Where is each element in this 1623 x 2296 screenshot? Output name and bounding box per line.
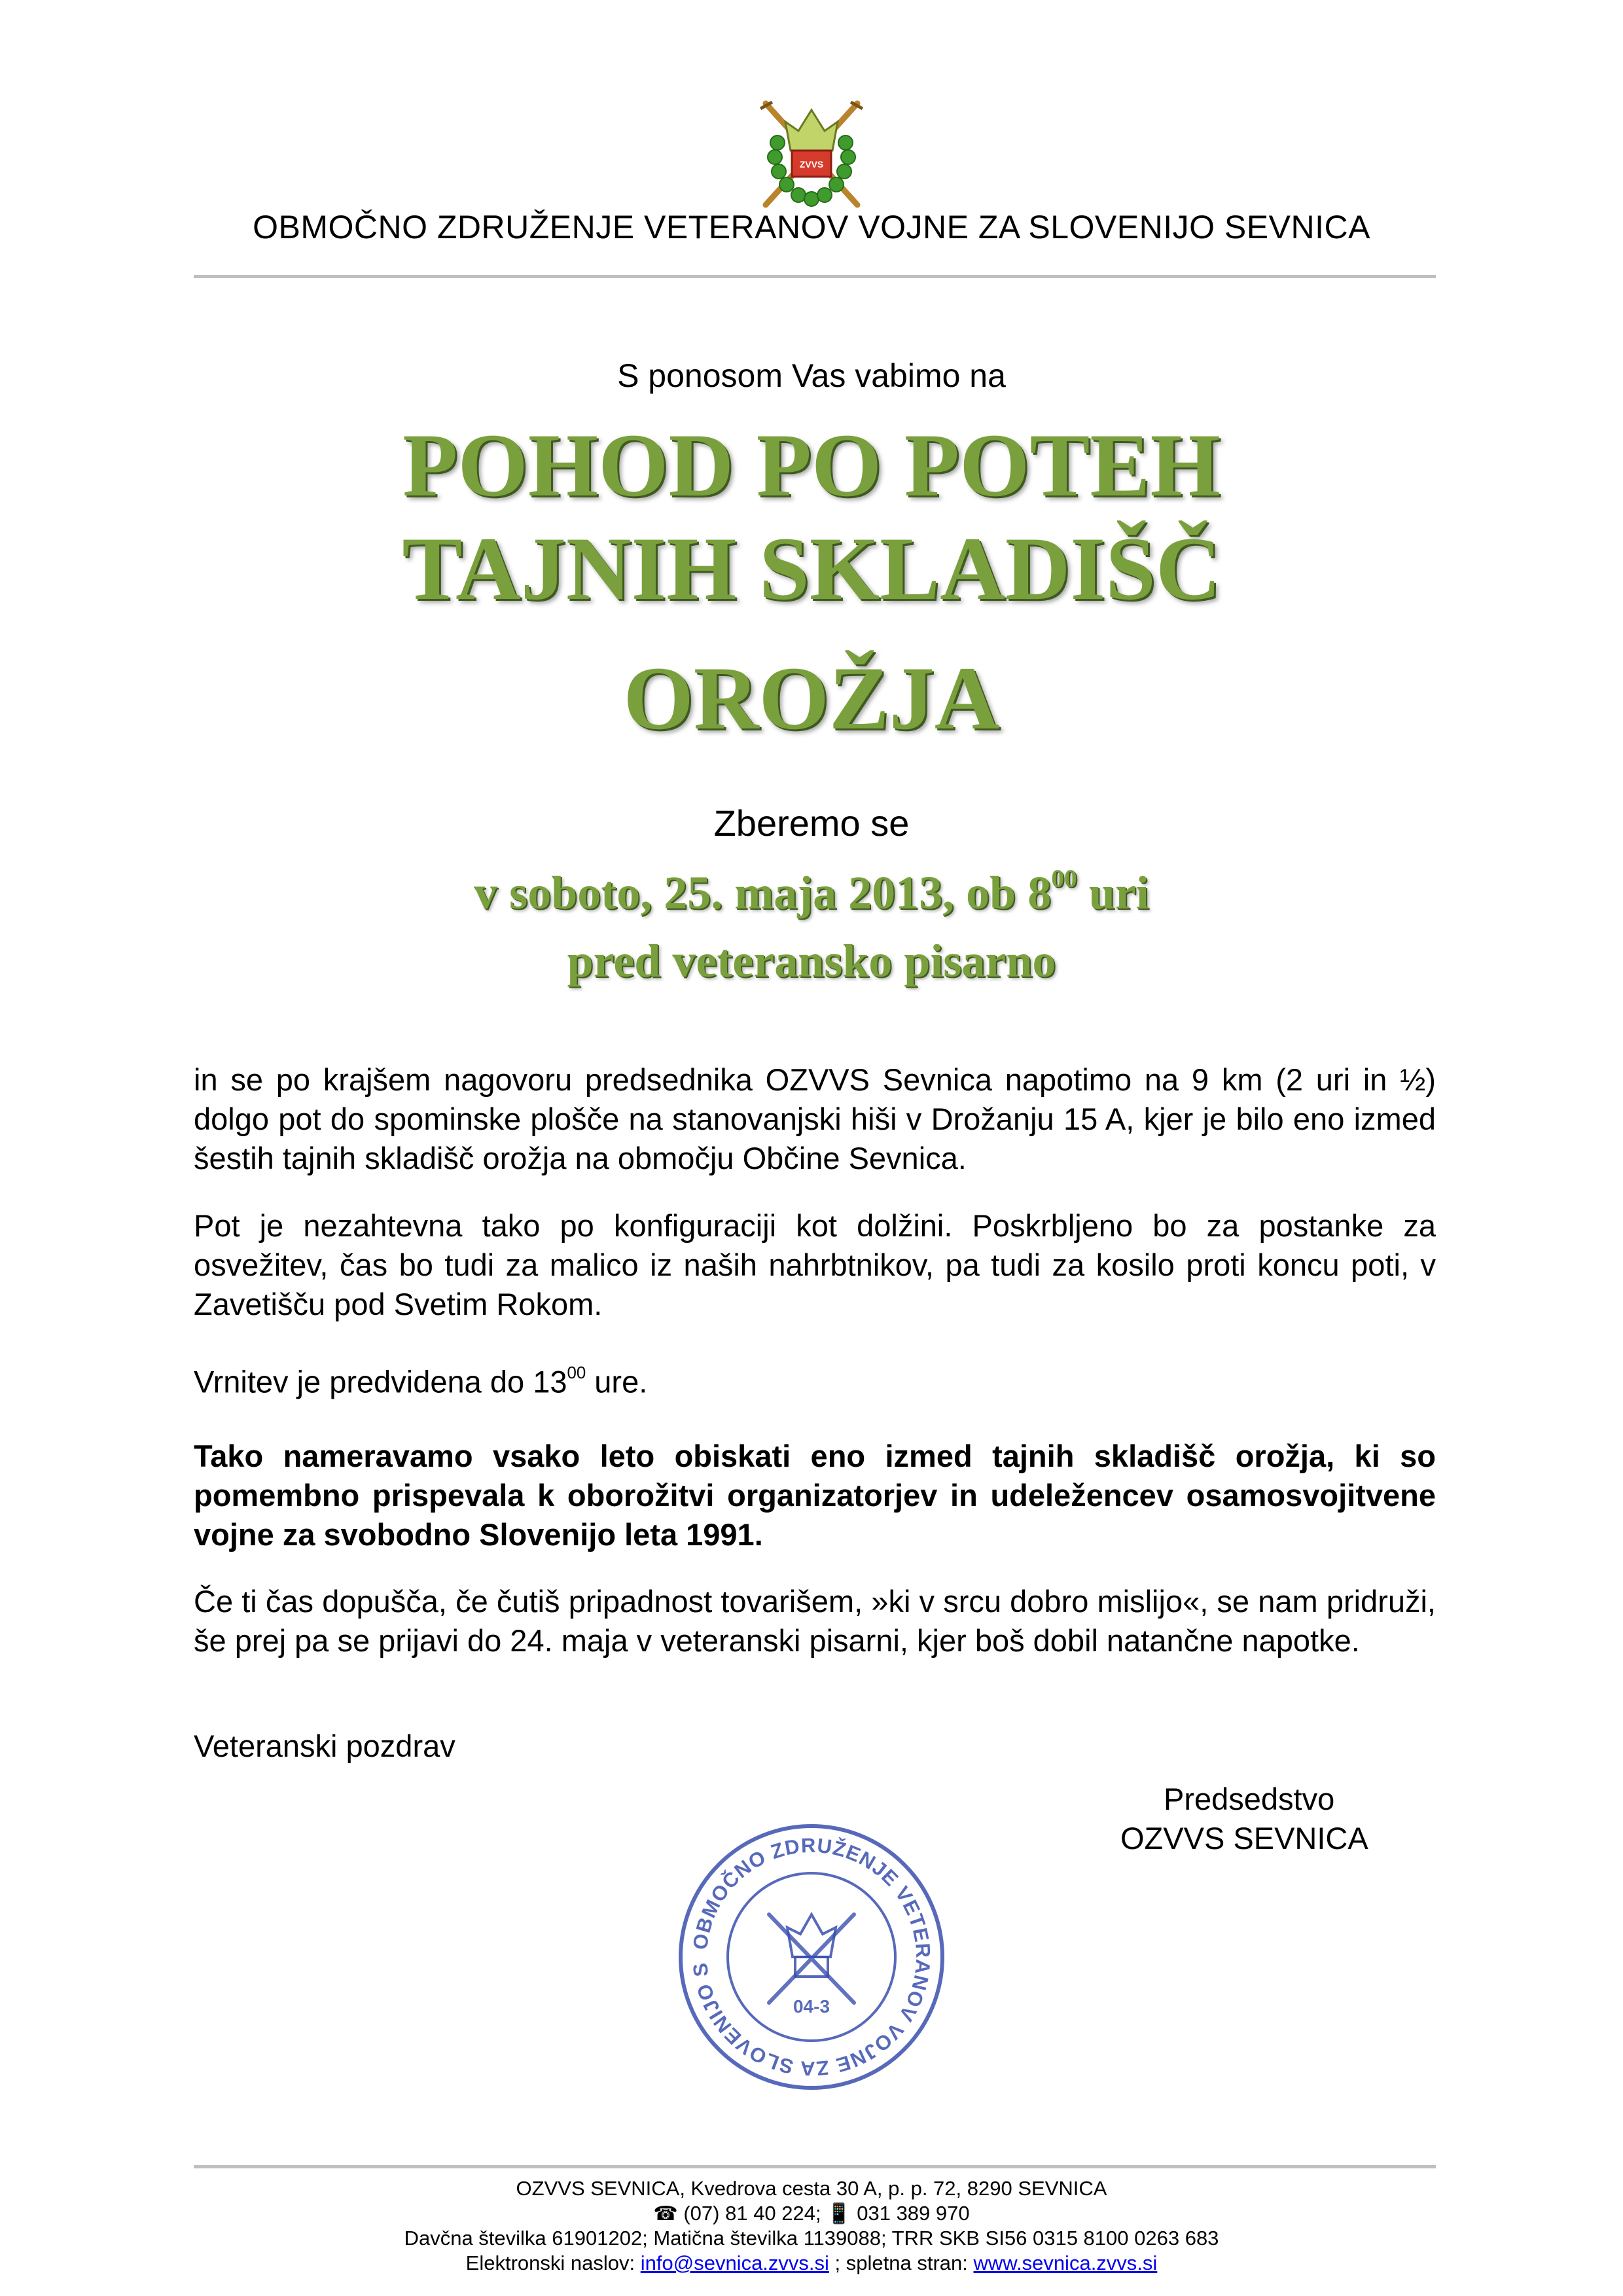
return-text: Vrnitev je predvidena do 13 — [194, 1364, 567, 1399]
website-link[interactable]: www.sevnica.zvvs.si — [973, 2251, 1158, 2274]
greeting: Veteranski pozdrav — [194, 1729, 455, 1763]
footer-mobile: 031 389 970 — [857, 2202, 970, 2225]
telephone-icon: ☎ — [653, 2203, 678, 2225]
event-time-minutes: 00 — [1051, 864, 1077, 893]
header-divider — [194, 275, 1436, 278]
event-title-line-3: OROŽJA — [623, 648, 1000, 748]
invite-intro: S ponosom Vas vabimo na — [617, 357, 1006, 394]
seal-stamp-icon — [671, 1816, 952, 2098]
return-time-minutes: 00 — [567, 1363, 586, 1382]
footer-divider — [194, 2165, 1436, 2168]
footer-phones — [0, 2201, 1623, 2227]
svg-text:04-3: 04-3 — [793, 1996, 830, 2017]
paragraph-route-details: Pot je nezahtevna tako po konfiguraciji kot dolžini. Poskrbljeno bo za postanke za osvežitev, čas bo tudi za malico iz naših nahrbtnikov, pa tudi za kosilo proti koncu poti, v Zavetišču pod Svetim Rokom. — [194, 1208, 1436, 1321]
paragraph-return — [194, 1357, 1436, 1402]
email-label: Elektronski naslov: — [465, 2251, 635, 2274]
paragraph-route: in se po krajšem nagovoru predsednika OZVVS Sevnica napotimo na 9 km (2 uri in ½) dolgo pot do spominske plošče na stanovanjski hiši v Drožanju 15 A, kjer je bilo eno izmed šestih tajnih skladišč orožja na območju Občine Sevnica. — [194, 1062, 1436, 1175]
event-date — [0, 864, 1623, 919]
svg-text:ZVVS: ZVVS — [799, 159, 824, 170]
signature-line-1: Predsedstvo — [1164, 1782, 1335, 1816]
footer-contacts — [0, 2251, 1623, 2276]
gather-text: Zberemo se — [713, 802, 910, 844]
signature-line-2: OZVVS SEVNICA — [1120, 1821, 1368, 1856]
email-link[interactable]: info@sevnica.zvvs.si — [640, 2251, 829, 2274]
veterans-emblem-icon — [746, 90, 877, 221]
event-date-suffix: uri — [1077, 867, 1149, 919]
paragraph-invitation: Če ti čas dopušča, če čutiš pripadnost tovarišem, »ki v srcu dobro mislijo«, se nam pridruži, še prej pa se prijavi do 24. maja v veteranski pisarni, kjer boš dobil natančne napotke. — [194, 1584, 1436, 1658]
footer-tax-info: Davčna številka 61901202; Matična številka 1139088; TRR SKB SI56 0315 8100 0263 683 — [404, 2227, 1219, 2250]
footer-address: OZVVS SEVNICA, Kvedrova cesta 30 A, p. p. 72, 8290 SEVNICA — [516, 2177, 1107, 2200]
web-label: ; spletna stran: — [829, 2251, 968, 2274]
organization-title: OBMOČNO ZDRUŽENJE VETERANOV VOJNE ZA SLOVENIJO SEVNICA — [253, 209, 1370, 245]
footer-phone: (07) 81 40 224; — [683, 2202, 821, 2225]
event-place: pred veteransko pisarno — [567, 935, 1056, 987]
event-title-line-2: TAJNIH SKLADIŠČ — [402, 518, 1221, 619]
return-suffix: ure. — [586, 1364, 648, 1399]
event-date-text: v soboto, 25. maja 2013, ob 8 — [474, 867, 1052, 919]
paragraph-purpose: Tako nameravamo vsako leto obiskati eno izmed tajnih skladišč orožja, ki so pomembno prispevala k oborožitvi organizatorjev in udeležencev osamosvojitvene vojne za svobodno Slovenijo leta 1991. — [194, 1439, 1436, 1552]
svg-text:OBMOČNO ZDRUŽENJE VETERANOV VO: OBMOČNO ZDRUŽENJE VETERANOV VOJNE ZA SLOVENIJO S — [688, 1833, 935, 2081]
event-title-line-1: POHOD PO POTEH — [402, 415, 1221, 515]
mobile-phone-icon: 📱 — [827, 2203, 851, 2225]
